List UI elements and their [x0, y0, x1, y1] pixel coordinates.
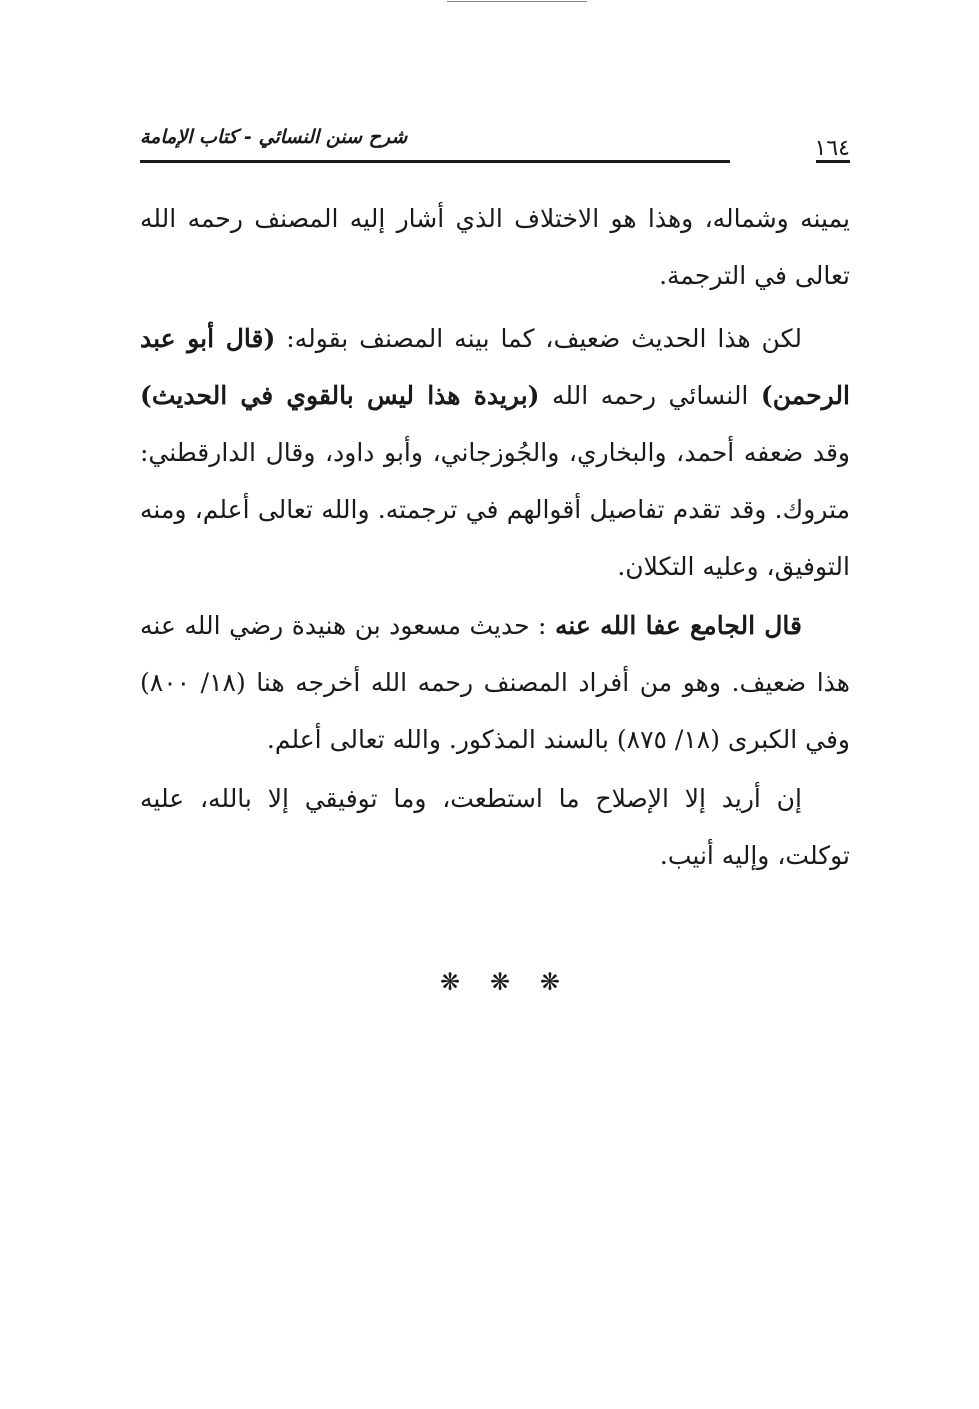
paragraph-2-text-c: وقد ضعفه أحمد، والبخاري، والجُوزجاني، وأبو داود، وقال الدارقطني: متروك. وقد تقدم تفاصيل أقوالهم في ترجمته. والله تعالى أعلم، ومنه التوفيق، وعليه التكلان.	[140, 438, 850, 581]
paragraph-2	[140, 310, 850, 595]
running-title: شرح سنن النسائي - كتاب الإمامة	[140, 126, 408, 148]
separator-star-icon: ❋	[489, 968, 511, 996]
separator-star-icon: ❋	[539, 968, 560, 996]
paragraph-3	[140, 597, 850, 768]
paragraph-2-text-b: النسائي رحمه الله	[539, 381, 761, 410]
header-rule-short	[816, 160, 850, 163]
compiler-note-heading: قال الجامع عفا الله عنه	[554, 611, 802, 640]
page-number: ١٦٤	[814, 136, 850, 161]
paragraph-3-text: : حديث مسعود بن هنيدة رضي الله عنه هذا ضعيف. وهو من أفراد المصنف رحمه الله أخرجه هنا (١٨/ ٨٠٠) وفي الكبرى (١٨/ ٨٧٥) بالسند المذكور. والله تعالى أعلم.	[140, 611, 850, 754]
separator-star-icon: ❋	[440, 968, 461, 996]
top-edge-mark	[447, 1, 587, 2]
paragraph-1: يمينه وشماله، وهذا هو الاختلاف الذي أشار إليه المصنف رحمه الله تعالى في الترجمة.	[140, 204, 850, 290]
paragraph-2-text-a: لكن هذا الحديث ضعيف، كما بينه المصنف بقوله:	[275, 324, 802, 353]
header-rule	[140, 160, 730, 163]
section-separator	[440, 967, 560, 997]
quote-ruling: (بريدة هذا ليس بالقوي في الحديث)	[140, 381, 540, 410]
paragraph-4: إن أريد إلا الإصلاح ما استطعت، وما توفيقي إلا بالله، عليه توكلت، وإليه أنيب.	[140, 784, 850, 870]
quote-author: (قال أبو عبد الرحمن)	[140, 324, 850, 410]
